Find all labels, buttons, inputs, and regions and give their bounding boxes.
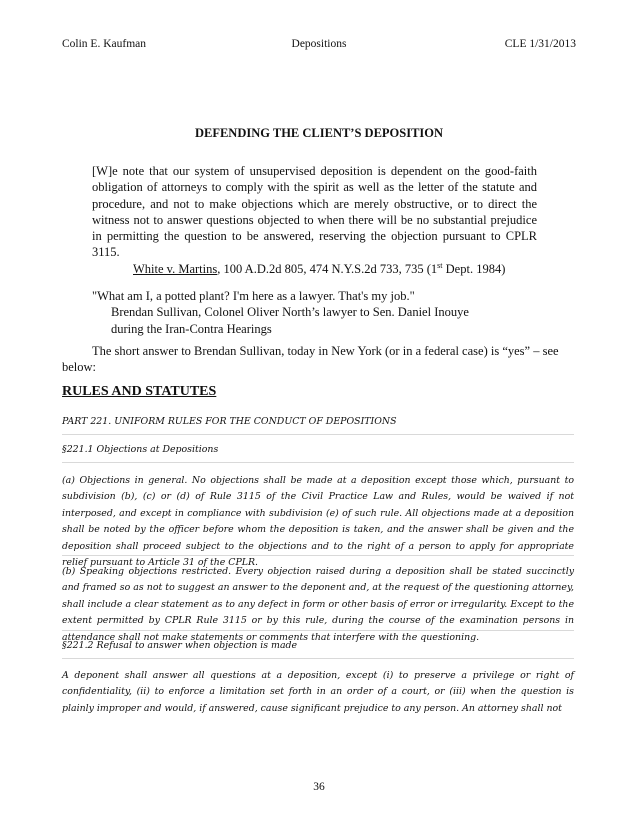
citation-court: Dept. 1984) xyxy=(442,262,506,276)
header-center: Depositions xyxy=(291,38,347,50)
rule-221-1-title: §221.1 Objections at Depositions xyxy=(62,444,219,455)
rule-221-2-title: §221.2 Refusal to answer when objection is made xyxy=(62,640,298,651)
page-title: DEFENDING THE CLIENT’S DEPOSITION xyxy=(194,126,444,140)
section-heading: RULES AND STATUTES xyxy=(62,384,217,399)
citation-case-name: White v. Martins xyxy=(133,262,218,276)
potted-plant-context: during the Iran-Contra Hearings xyxy=(111,321,272,336)
potted-plant-text: "What am I, a potted plant? I'm here as a lawyer. That's my job." xyxy=(92,289,415,303)
page-number: 36 xyxy=(313,781,325,793)
divider xyxy=(62,658,574,659)
citation-superscript: st xyxy=(437,260,443,270)
header-right: CLE 1/31/2013 xyxy=(504,38,576,50)
header-left: Colin E. Kaufman xyxy=(62,38,146,50)
rule-221-1-b: (b) Speaking objections restricted. Every objection raised during a deposition shall be stated succinctly and framed so as not to suggest an answer to the deponent and, at the request of the questioning attorney, shall include a clear statement as to any defect in form or other basis of error or irregularity. Except to the extent permitted by CPLR Rule 3115 or by this rule, during the course of the examination persons in attendance shall not make statements or comments that interfere with the questioning. xyxy=(62,566,574,643)
potted-plant-quote xyxy=(92,288,469,337)
divider xyxy=(62,555,574,556)
quote-citation xyxy=(133,262,505,277)
rule-221-2-text: A deponent shall answer all questions at a deposition, except (i) to preserve a privilege or right of confidentiality, (ii) to enforce a limitation set forth in an order of a court, or (iii) when the question is plainly improper and would, if answered, cause significant prejudice to any person. An attorney shall not xyxy=(62,670,574,714)
divider xyxy=(62,462,574,463)
citation-reporter: , 100 A.D.2d 805, 474 N.Y.S.2d 733, 735 (1 xyxy=(217,262,438,276)
short-answer-paragraph: The short answer to Brendan Sullivan, today in New York (or in a federal case) is “yes” – see below: xyxy=(62,344,559,375)
rule-221-1-a: (a) Objections in general. No objections shall be made at a deposition except those which, pursuant to subdivision (b), (c) or (d) of Rule 3115 of the Civil Practice Law and Rules, would be waived if not interposed, and except in compliance with subdivision (e) of such rule. All objections made at a deposition shall be noted by the officer before whom the deposition is taken, and the answer shall be given and the deposition shall proceed subject to the objections and to the right of a person to apply for appropriate relief pursuant to Article 31 of the CPLR. xyxy=(62,475,574,569)
divider xyxy=(62,434,574,435)
rule-part-title: PART 221. UNIFORM RULES FOR THE CONDUCT OF DEPOSITIONS xyxy=(62,416,397,427)
divider xyxy=(62,630,574,631)
quote-block: [W]e note that our system of unsupervised deposition is dependent on the good-faith obligation of attorneys to comply with the spirit as well as the letter of the statute and procedure, and not to make objections which are merely obstructive, or to direct the witness not to answer questions objected to when there will be no substantial prejudice in permitting the question to be answered, reserving the objection pursuant to CPLR 3115. xyxy=(92,164,537,260)
potted-plant-attribution: Brendan Sullivan, Colonel Oliver North’s lawyer to Sen. Daniel Inouye xyxy=(111,305,469,320)
